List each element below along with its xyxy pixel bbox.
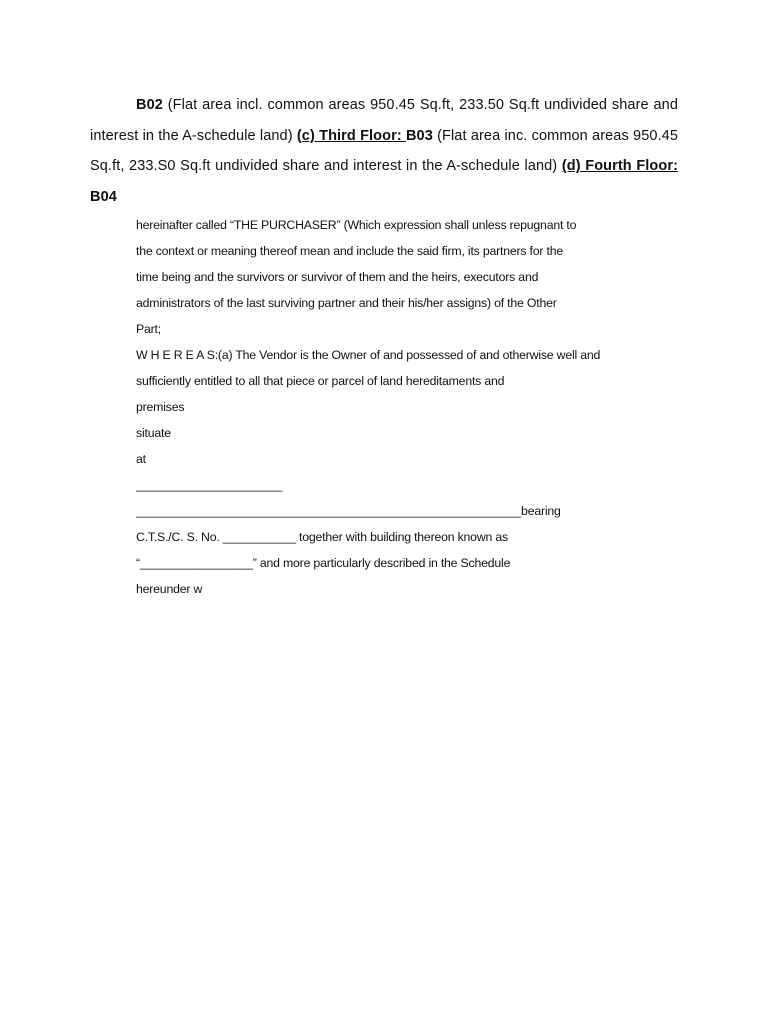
body-line: sufficiently entitled to all that piece or parcel of land hereditaments and: [136, 374, 505, 388]
body-line: administrators of the last surviving partner and their his/her assigns) of the Other: [136, 296, 557, 310]
body-line: hereinafter called “THE PURCHASER” (Which expression shall unless repugnant to: [136, 218, 577, 232]
blank-field-line: ______________________: [136, 478, 283, 492]
flat-b02-label: B02: [136, 97, 163, 113]
body-line: W H E R E A S:(a) The Vendor is the Owner of and possessed of and otherwise well and: [136, 348, 601, 362]
body-line: premises: [136, 400, 185, 414]
body-line: at: [136, 452, 146, 466]
body-line: time being and the survivors or survivor of them and the heirs, executors and: [136, 270, 539, 284]
agreement-body-text: [136, 215, 636, 605]
body-line: __________________________________________________________bearing: [136, 504, 561, 518]
flat-b03-details: (Flat area inc. common areas 950.45 Sq.ft, 233.S0 Sq.ft undivided share and interest in the A-schedule land): [90, 127, 678, 174]
flat-b04-label: B04: [90, 188, 117, 205]
body-line: situate: [136, 426, 171, 440]
fourth-floor-heading: (d) Fourth Floor:: [561, 158, 678, 174]
body-line: hereunder w: [136, 582, 203, 596]
flat-b02-details: (Flat area incl. common areas 950.45 Sq.ft, 233.50 Sq.ft undivided share and interest in the A-schedule land): [90, 97, 678, 144]
body-line: Part;: [136, 322, 161, 336]
body-line: “_________________” and more particularly described in the Schedule: [136, 556, 511, 570]
third-floor-heading: (c) Third Floor:: [296, 127, 406, 144]
flat-b03-label: B03: [405, 127, 433, 144]
flat-details-paragraph: [90, 90, 678, 212]
body-line: the context or meaning thereof mean and include the said firm, its partners for the: [136, 244, 564, 258]
body-line: C.T.S./C. S. No. ___________ together with building thereon known as: [136, 530, 508, 544]
